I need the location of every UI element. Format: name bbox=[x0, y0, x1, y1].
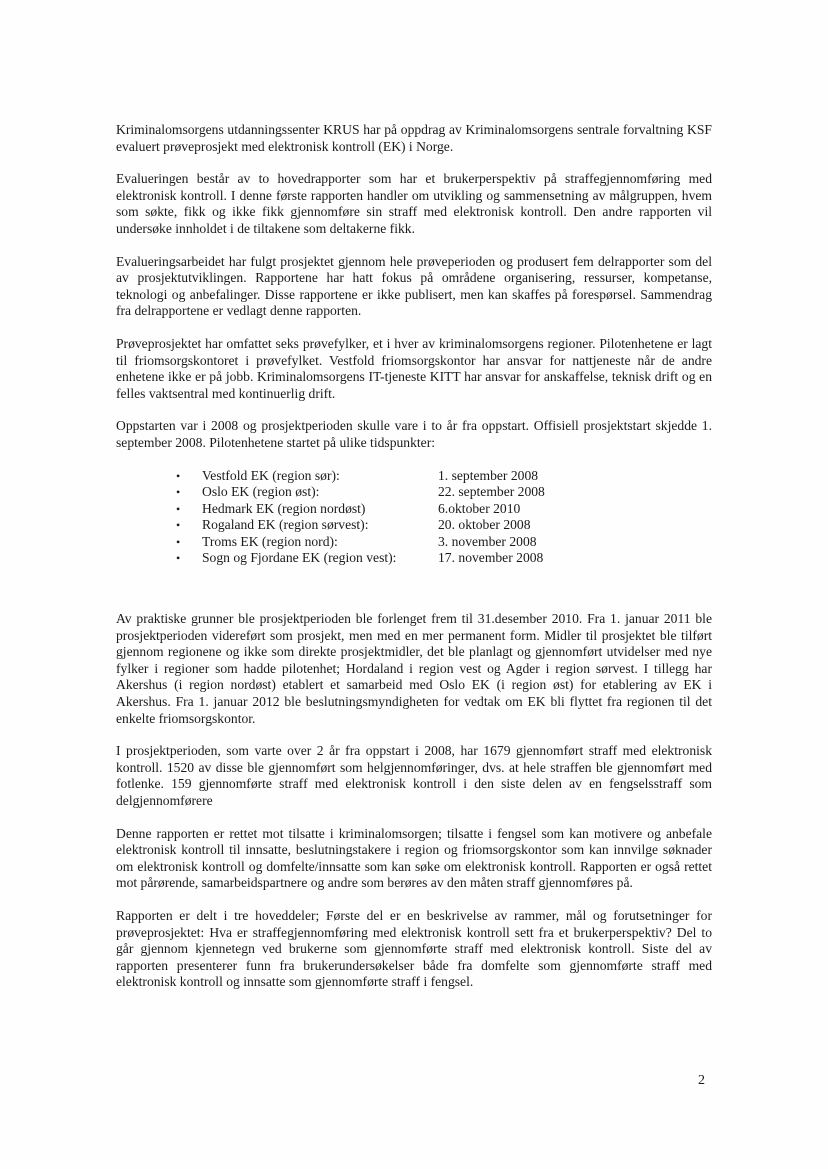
page-body bbox=[116, 122, 712, 1007]
list-item-region: Oslo EK (region øst): bbox=[202, 484, 320, 500]
list-item-region: Hedmark EK (region nordøst) bbox=[202, 500, 366, 516]
list-item-region: Troms EK (region nord): bbox=[202, 533, 338, 549]
list-item-date: 3. november 2008 bbox=[438, 533, 537, 549]
bullet-icon: • bbox=[176, 501, 181, 516]
bullet-icon: • bbox=[176, 518, 181, 533]
list-item-date: 17. november 2008 bbox=[438, 550, 544, 566]
paragraph-startup: Oppstarten var i 2008 og prosjektperioden skulle vare i to år fra oppstart. Offisiell prosjektstart skjedde 1. september 2008. Pilotenhetene startet på ulike tidspunkter: bbox=[116, 418, 712, 450]
list-item bbox=[176, 534, 712, 551]
paragraph-statistics: I prosjektperioden, som varte over 2 år fra oppstart i 2008, har 1679 gjennomført straff med elektronisk kontroll. 1520 av disse ble gjennomført som helgjennomføringer, dvs. at hele straffen ble gjennomført med fotlenke. 159 gjennomførte straff med elektronisk kontroll i den siste delen av en fengselsstraff som delgjennomførere bbox=[116, 743, 712, 808]
list-item-date: 20. oktober 2008 bbox=[438, 517, 531, 533]
paragraph-work: Evalueringsarbeidet har fulgt prosjektet gjennom hele prøveperioden og produsert fem delrapporter som del av prosjektutviklingen. Rapportene har hatt fokus på områdene organisering, ressurser, kompetanse, teknologi og anbefalinger. Disse rapportene er ikke publisert, men kan skaffes på forespørsel. Sammendrag fra delrapportene er vedlagt denne rapporten. bbox=[116, 253, 712, 319]
list-item bbox=[176, 501, 712, 518]
list-item-date: 22. september 2008 bbox=[438, 484, 545, 500]
bullet-icon: • bbox=[176, 468, 181, 483]
paragraph-structure: Rapporten er delt i tre hoveddeler; Første del er en beskrivelse av rammer, mål og forutsetninger for prøveprosjektet: Hva er straffegjennomføring med elektronisk kontroll sett fra et brukerperspektiv? Del to går gjennom kjennetegn ved brukerne som gjennomførte straff med elektronisk kontroll. Siste del av rapporten presenterer funn fra brukerundersøkelser både fra domfelte som gjennomførte straff med elektronisk kontroll og innsatte som gjennomførte straff i fengsel. bbox=[116, 907, 712, 990]
list-item-region: Rogaland EK (region sørvest): bbox=[202, 517, 369, 533]
pilot-start-list bbox=[116, 468, 712, 568]
bullet-icon: • bbox=[176, 551, 181, 566]
paragraph-evaluation: Evalueringen består av to hovedrapporter som har et brukerperspektiv på straffegjennomføring med elektronisk kontroll. I denne første rapporten handler om utvikling og sammensetning av målgruppen, hvem som søkte, fikk og ikke fikk gjennomføre sin straff med elektronisk kontroll. Den andre rapporten vil undersøke innholdet i de tiltakene som deltakerne fikk. bbox=[116, 171, 712, 236]
list-item-region: Vestfold EK (region sør): bbox=[202, 467, 340, 483]
paragraph-pilot-counties: Prøveprosjektet har omfattet seks prøvefylker, et i hver av kriminalomsorgens regioner. Pilotenhetene er lagt til friomsorgskontoret i prøvefylket. Vestfold friomsorgskontor har ansvar for nattjeneste når de andre enhetene ikke er på jobb. Kriminalomsorgens IT-tjeneste KITT har ansvar for anskaffelse, teknisk drift og en felles vaktsentral med kontinuerlig drift. bbox=[116, 335, 712, 401]
paragraph-extension: Av praktiske grunner ble prosjektperioden ble forlenget frem til 31.desember 2010. Fra 1. januar 2011 ble prosjektperioden videreført som prosjekt, men med en mer permanent form. Midler til prosjektet ble tilført gjennom regionene og ikke som direkte prosjektmidler, det ble planlagt og gjennomført utvidelser med nye fylker i regioner som hadde pilotenhet; Hordaland i region vest og Agder i region sørvest. I tillegg har Akershus (i region nordøst) etablert et samarbeid med Oslo EK (i region øst) for etablering av EK i Akershus. Fra 1. januar 2012 ble beslutningsmyndigheten for vedtak om EK bli flyttet fra regionen til det enkelte friomsorgskontor. bbox=[116, 611, 712, 726]
list-item-date: 6.oktober 2010 bbox=[438, 500, 521, 516]
list-item bbox=[176, 550, 712, 567]
list-item-date: 1. september 2008 bbox=[438, 467, 539, 483]
bullet-icon: • bbox=[176, 485, 181, 500]
list-item-region: Sogn og Fjordane EK (region vest): bbox=[202, 550, 397, 566]
page-number: 2 bbox=[698, 1073, 705, 1088]
bullet-icon: • bbox=[176, 534, 181, 549]
list-item bbox=[176, 468, 712, 485]
paragraph-audience: Denne rapporten er rettet mot tilsatte i kriminalomsorgen; tilsatte i fengsel som kan motivere og anbefale elektronisk kontroll til innsatte, beslutningstakere i region og friomsorgskontor som kan innvilge søknader om elektronisk kontroll og domfelte/innsatte som kan søke om elektronisk kontroll. Rapporten er også rettet mot pårørende, samarbeidspartnere og andre som berøres av den måten straff gjennomføres på. bbox=[116, 825, 712, 891]
paragraph-intro: Kriminalomsorgens utdanningssenter KRUS har på oppdrag av Kriminalomsorgens sentrale forvaltning KSF evaluert prøveprosjekt med elektronisk kontroll (EK) i Norge. bbox=[116, 122, 712, 154]
list-item bbox=[176, 517, 712, 534]
list-item bbox=[176, 484, 712, 501]
